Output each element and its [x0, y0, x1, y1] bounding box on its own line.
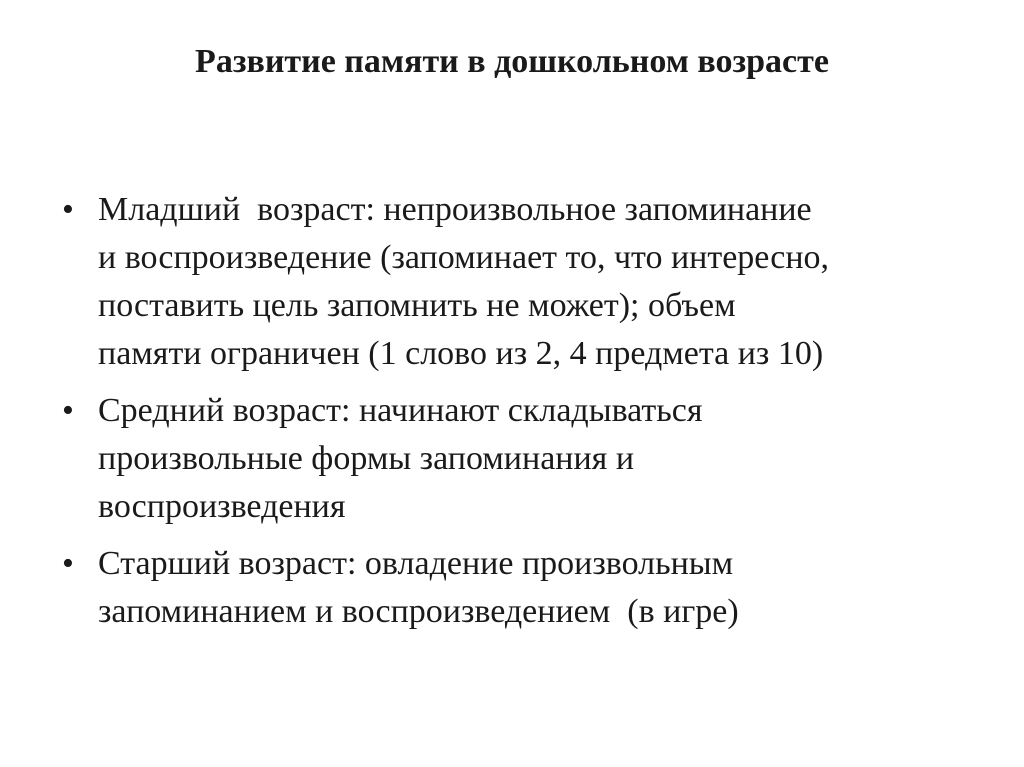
- bullet-icon: •: [62, 191, 74, 228]
- bullet-line: Младший возраст: непроизвольное запоминание: [98, 191, 812, 228]
- bullet-icon: •: [62, 545, 74, 582]
- bullet-item-middle-age: [62, 387, 982, 531]
- bullet-line: запоминанием и воспроизведением (в игре): [98, 593, 739, 630]
- slide-title: Развитие памяти в дошкольном возрасте: [195, 43, 829, 80]
- bullet-line: памяти ограничен (1 слово из 2, 4 предмета из 10): [98, 335, 824, 372]
- bullet-text: [98, 387, 702, 531]
- bullet-text: [98, 186, 829, 378]
- bullet-line: произвольные формы запоминания и: [98, 440, 635, 477]
- bullet-item-younger-age: [62, 186, 982, 378]
- bullet-text: [98, 540, 739, 636]
- bullet-item-older-age: [62, 540, 982, 636]
- bullet-list: [62, 186, 982, 645]
- bullet-line: поставить цель запомнить не может); объем: [98, 287, 736, 324]
- bullet-line: Старший возраст: овладение произвольным: [98, 545, 734, 582]
- bullet-line: и воспроизведение (запоминает то, что интересно,: [98, 239, 830, 276]
- bullet-line: воспроизведения: [98, 488, 346, 525]
- bullet-line: Средний возраст: начинают складываться: [98, 392, 703, 429]
- bullet-icon: •: [62, 392, 74, 429]
